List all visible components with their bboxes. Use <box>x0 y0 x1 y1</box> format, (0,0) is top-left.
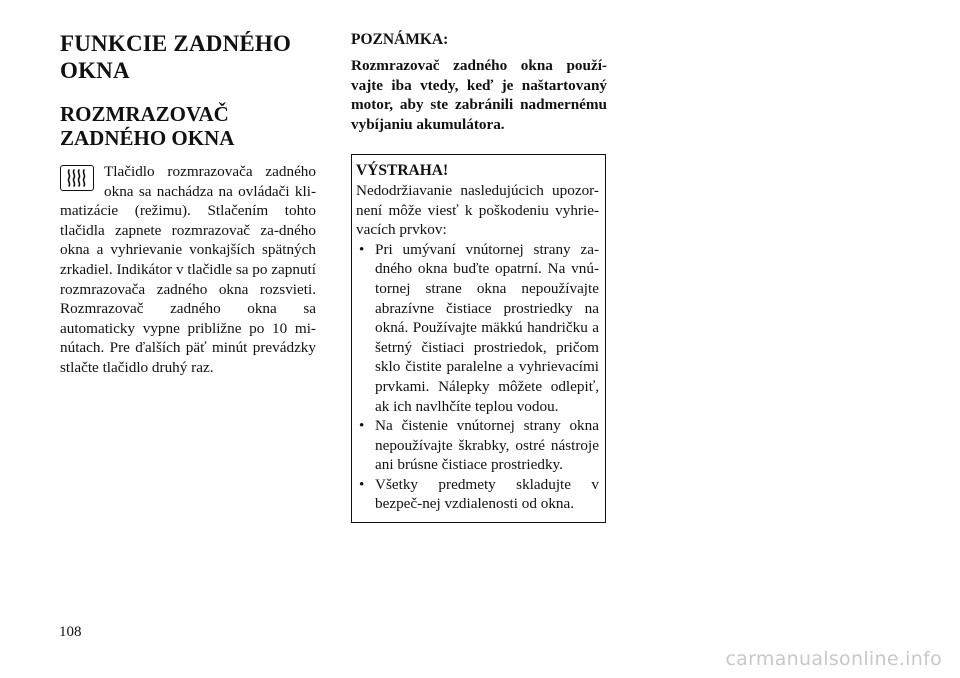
bullet-icon: • <box>359 240 365 258</box>
page-number: 108 <box>59 624 82 640</box>
defrost-description-text: Tlačidlo rozmrazovača zadného okna sa nachádza na ovládači kli-matizácie (režimu). Stlačením tohto tlačidla zapnete rozmrazovač za-dného okna a vyhrievanie vonkajších spätných zrkadiel. Indikátor v tlačidle sa po zapnutí rozmrazovača zadného okna rozsvieti. Rozmrazovač zadného okna sa automaticky vypne približne po 10 mi-nútach. Pre ďalších päť minút prevádzky stlačte tlačidlo druhý raz. <box>60 163 316 376</box>
note-text: Rozmrazovač zadného okna použí-vajte iba vtedy, keď je naštartovaný motor, aby ste zabránili nadmernému vybíjaniu akumulátora. <box>351 57 607 133</box>
bullet-icon: • <box>359 417 365 435</box>
defrost-description <box>60 162 316 378</box>
warning-item <box>356 475 599 514</box>
watermark: carmanualsonline.info <box>725 648 942 670</box>
subsection-title: ROZMRAZOVAČ ZADNÉHO OKNA <box>60 102 235 150</box>
warning-intro: Nedodržiavanie nasledujúcich upozor-není môže viesť k poškodeniu vyhrie-vacích prvkov: <box>356 181 599 239</box>
warning-item-text: Na čistenie vnútornej strany okna nepoužívajte škrabky, ostré nástroje ani brúsne čistiace prostriedky. <box>375 417 599 474</box>
warning-box <box>351 154 606 523</box>
warning-title: VÝSTRAHA! <box>356 162 449 180</box>
warning-item <box>356 416 599 475</box>
warning-item-text: Všetky predmety skladujte v bezpeč-nej vzdialenosti od okna. <box>375 475 599 513</box>
warning-list <box>356 240 599 514</box>
bullet-icon: • <box>359 475 365 493</box>
right-column <box>351 30 607 523</box>
warning-item-text: Pri umývaní vnútornej strany za-dného okna buďte opatrní. Na vnú-tornej strane okna nepoužívajte abrazívne čistiace prostriedky na okná. Používajte mäkkú handričku a šetrný čistiaci prostriedok, pričom sklo čistite paralelne a vyhrievacími prvkami. Nálepky môžete odlepiť, ak ich navlhčíte teplou vodou. <box>375 240 599 415</box>
rear-defrost-icon <box>60 165 94 191</box>
note-heading: POZNÁMKA: <box>351 31 449 48</box>
section-title: FUNKCIE ZADNÉHO OKNA <box>60 31 292 83</box>
left-column <box>60 30 316 378</box>
warning-item <box>356 240 599 416</box>
